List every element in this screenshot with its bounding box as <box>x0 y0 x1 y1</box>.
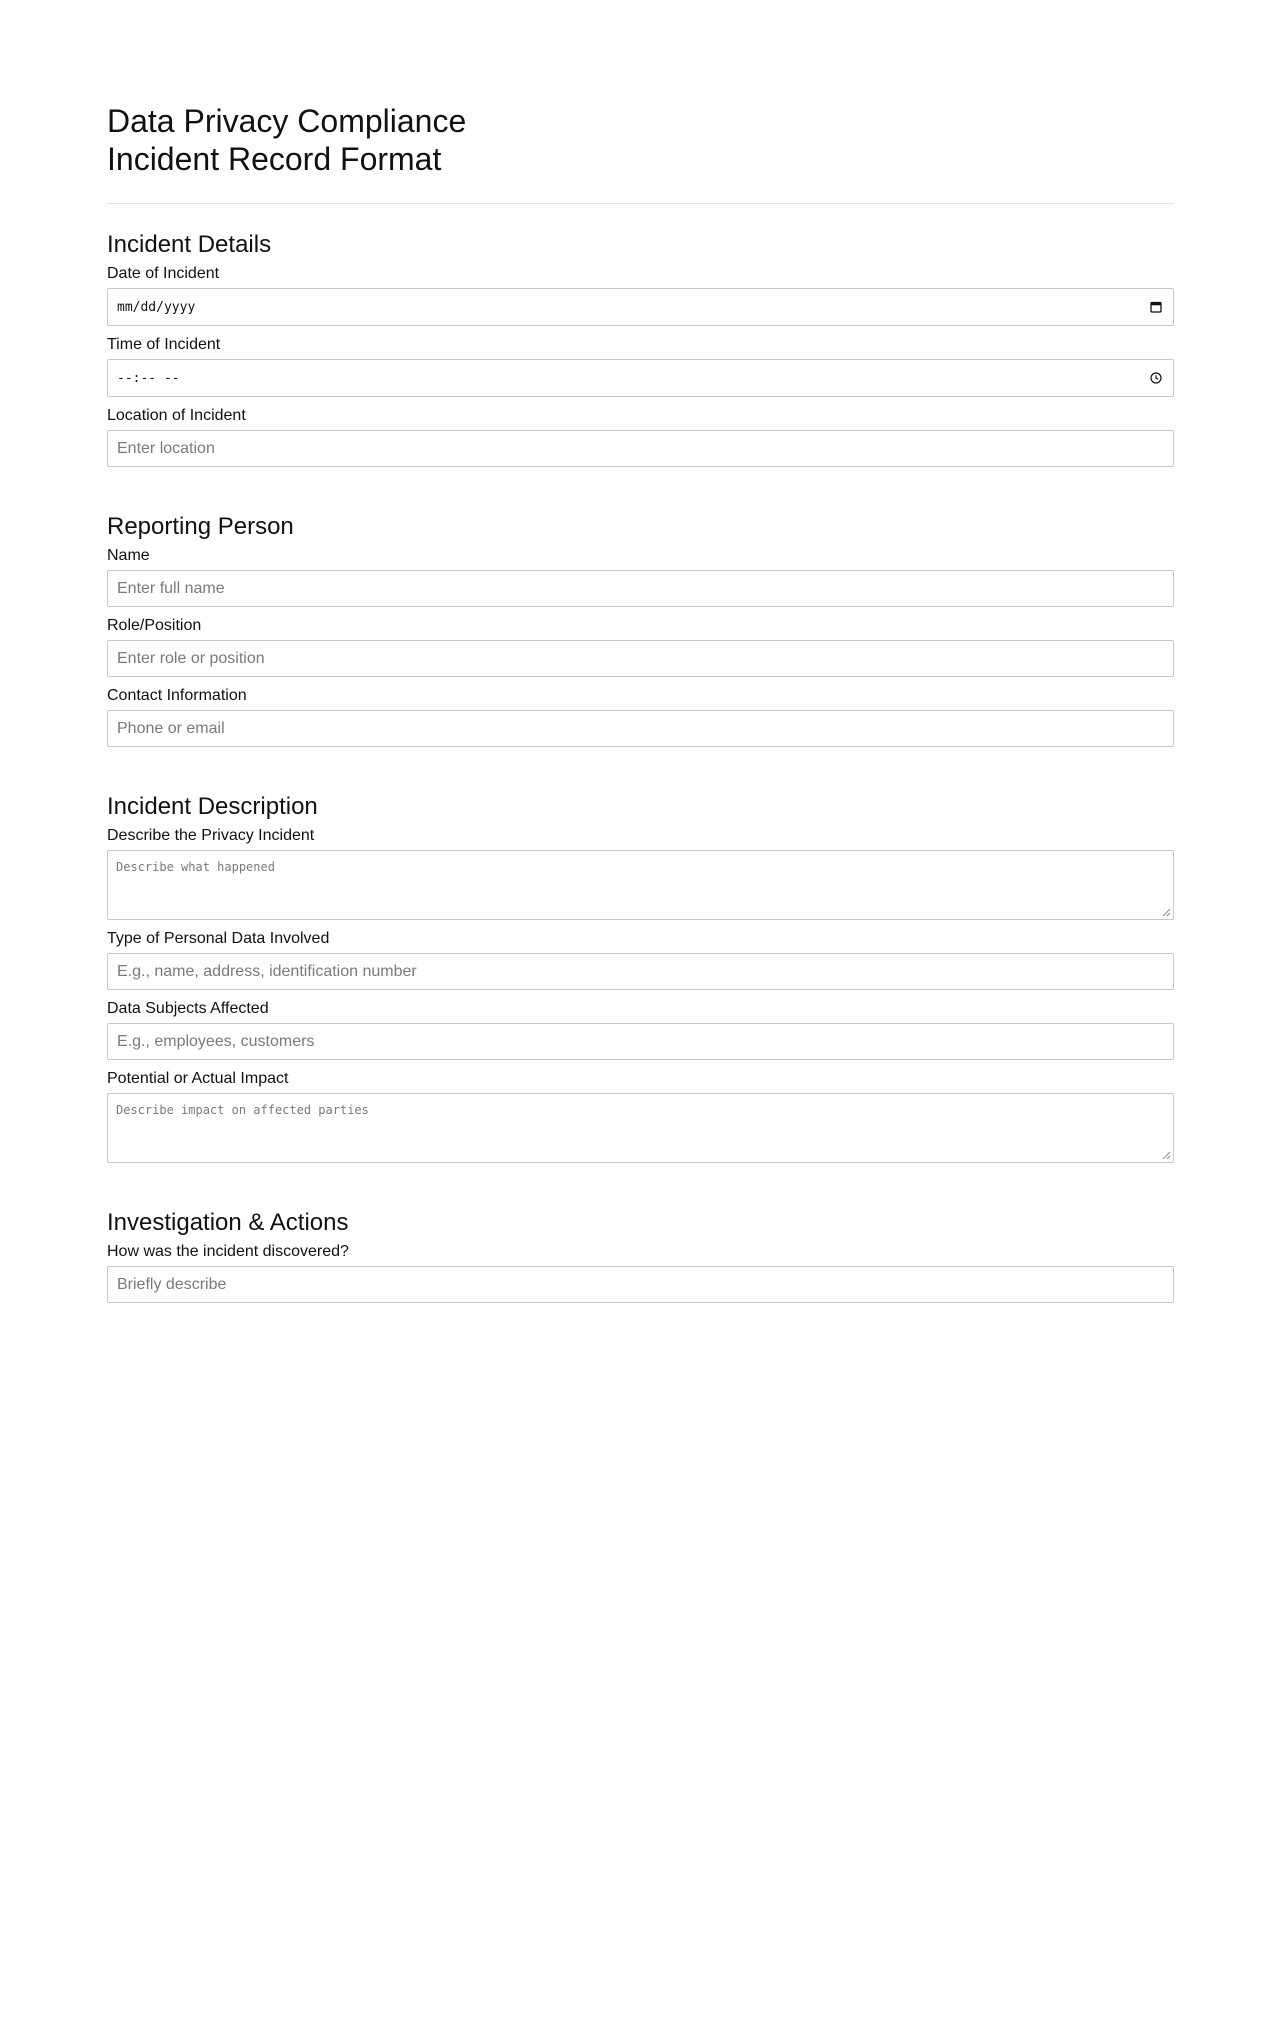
resize-grip-icon[interactable] <box>1162 908 1171 917</box>
section-investigation <box>107 1208 1174 1303</box>
impact-box <box>107 1093 1174 1163</box>
date-of-incident-label: Date of Incident <box>107 265 220 282</box>
describe-incident-label: Describe the Privacy Incident <box>107 827 315 844</box>
role-position-label: Role/Position <box>107 617 202 634</box>
describe-incident-box <box>107 850 1174 920</box>
form-page <box>107 0 1174 1303</box>
data-subjects-input[interactable] <box>117 1033 1164 1051</box>
time-of-incident-value: --:-- -- <box>117 370 180 386</box>
section-heading-investigation: Investigation & Actions <box>107 1209 349 1236</box>
time-of-incident-label: Time of Incident <box>107 336 221 353</box>
title-divider <box>107 203 1174 204</box>
contact-information-input[interactable] <box>117 720 1164 738</box>
data-type-field[interactable] <box>107 953 1174 990</box>
date-of-incident-input[interactable] <box>107 288 1174 326</box>
data-type-label: Type of Personal Data Involved <box>107 930 330 947</box>
discovered-field[interactable] <box>107 1266 1174 1303</box>
data-type-input[interactable] <box>117 963 1164 981</box>
field-data-type <box>107 930 1174 990</box>
name-input[interactable] <box>117 580 1164 598</box>
field-location-of-incident <box>107 407 1174 467</box>
describe-incident-textarea[interactable] <box>108 851 1173 919</box>
location-of-incident-field[interactable] <box>107 430 1174 467</box>
section-incident-details <box>107 230 1174 467</box>
role-position-input[interactable] <box>117 650 1164 668</box>
field-discovered <box>107 1243 1174 1303</box>
field-name <box>107 547 1174 607</box>
resize-grip-icon[interactable] <box>1162 1151 1171 1160</box>
field-time-of-incident <box>107 336 1174 397</box>
location-of-incident-input[interactable] <box>117 440 1164 458</box>
field-date-of-incident <box>107 265 1174 326</box>
clock-icon[interactable] <box>1149 371 1163 385</box>
field-role-position <box>107 617 1174 677</box>
name-field[interactable] <box>107 570 1174 607</box>
discovered-label: How was the incident discovered? <box>107 1243 349 1260</box>
section-reporting-person <box>107 512 1174 747</box>
field-contact-information <box>107 687 1174 747</box>
date-of-incident-value: mm/dd/yyyy <box>117 299 196 315</box>
impact-label: Potential or Actual Impact <box>107 1070 289 1087</box>
role-position-field[interactable] <box>107 640 1174 677</box>
section-heading-incident-description: Incident Description <box>107 793 318 820</box>
page-title-line-2: Incident Record Format <box>107 141 442 177</box>
impact-textarea[interactable] <box>108 1094 1173 1162</box>
section-heading-incident-details: Incident Details <box>107 231 272 258</box>
field-impact <box>107 1070 1174 1163</box>
contact-information-field[interactable] <box>107 710 1174 747</box>
page-title-line-1: Data Privacy Compliance <box>107 103 467 139</box>
location-of-incident-label: Location of Incident <box>107 407 246 424</box>
time-of-incident-input[interactable] <box>107 359 1174 397</box>
calendar-icon[interactable] <box>1149 300 1163 314</box>
discovered-input[interactable] <box>117 1276 1164 1294</box>
section-heading-reporting-person: Reporting Person <box>107 513 294 540</box>
data-subjects-field[interactable] <box>107 1023 1174 1060</box>
data-subjects-label: Data Subjects Affected <box>107 1000 269 1017</box>
field-describe-incident <box>107 827 1174 920</box>
page-title <box>107 102 1174 178</box>
contact-information-label: Contact Information <box>107 687 247 704</box>
section-incident-description <box>107 792 1174 1163</box>
name-label: Name <box>107 547 150 564</box>
field-data-subjects <box>107 1000 1174 1060</box>
